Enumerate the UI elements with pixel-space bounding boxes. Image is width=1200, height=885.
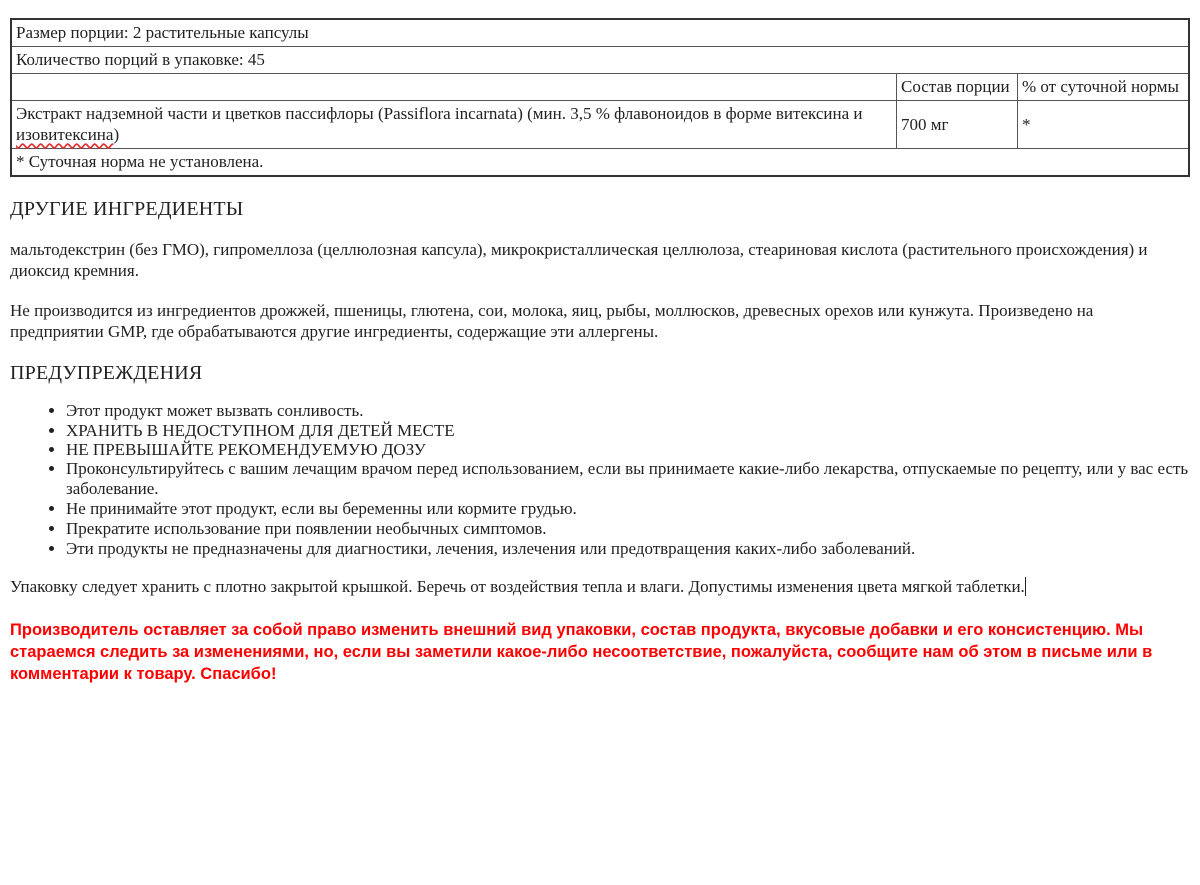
editor-content[interactable] xyxy=(10,18,1190,685)
ingredient-name-cell xyxy=(11,101,897,149)
table-row xyxy=(11,101,1189,149)
supplement-facts-table xyxy=(10,18,1190,177)
ingredient-name-text: Экстракт надземной части и цветков пассифлоры (Passiflora incarnata) (мин. 3,5 % флавоноидов в форме витексина и xyxy=(16,104,863,123)
spellcheck-flagged-word[interactable]: изовитексина xyxy=(16,125,114,144)
servings-per-container-cell: Количество порций в упаковке: 45 xyxy=(11,47,1189,74)
storage-note-text: Упаковку следует хранить с плотно закрытой крышкой. Беречь от воздействия тепла и влаги. Допустимы изменения цвета мягкой таблетки. xyxy=(10,577,1025,596)
ingredient-name-end: ) xyxy=(113,125,120,144)
ingredient-amount-cell: 700 мг xyxy=(897,101,1018,149)
header-daily-value-cell: % от суточной нормы xyxy=(1018,74,1190,101)
manufacturer-disclaimer: Производитель оставляет за собой право изменить внешний вид упаковки, состав продукта, вкусовые добавки и его консистенцию. Мы стараемся следить за изменениями, но, если вы заметили какое-либо несоответствие, пожалуйста, сообщите нам об этом в письме или в комментарии к товару. Спасибо! xyxy=(10,621,1153,683)
warnings-heading: ПРЕДУПРЕЖДЕНИЯ xyxy=(10,362,203,384)
list-item: • ХРАНИТЬ В НЕДОСТУПНОМ ДЛЯ ДЕТЕЙ МЕСТЕ xyxy=(66,421,1190,440)
table-header-row xyxy=(11,74,1189,101)
storage-note xyxy=(10,576,1190,597)
serving-size-row xyxy=(11,19,1189,47)
list-item: • Проконсультируйтесь с вашим лечащим врачом перед использованием, если вы принимаете какие-либо лекарства, отпускаемые по рецепту, или у вас есть заболевание. xyxy=(66,459,1190,499)
text-cursor xyxy=(1025,577,1026,596)
footnote-row xyxy=(11,149,1189,177)
list-item: • Не принимайте этот продукт, если вы беременны или кормите грудью. xyxy=(66,499,1190,519)
list-item: • Эти продукты не предназначены для диагностики, лечения, излечения или предотвращения каких-либо заболеваний. xyxy=(66,539,1190,559)
footnote-cell: * Суточная норма не установлена. xyxy=(11,149,1189,177)
allergen-note: Не производится из ингредиентов дрожжей, пшеницы, глютена, сои, молока, яиц, рыбы, моллюсков, древесных орехов или кунжута. Произведено на предприятии GMP, где обрабатываются другие ингредиенты, содержащие эти аллергены. xyxy=(10,301,1094,341)
list-item: • Этот продукт может вызвать сонливость. xyxy=(66,401,1190,421)
ingredient-daily-value-cell: * xyxy=(1018,101,1190,149)
header-amount-cell: Состав порции xyxy=(897,74,1018,101)
other-ingredients-text: мальтодекстрин (без ГМО), гипромеллоза (целлюлозная капсула), микрокристаллическая целлюлоза, стеариновая кислота (растительного происхождения) и диоксид кремния. xyxy=(10,240,1148,280)
serving-size-cell: Размер порции: 2 растительные капсулы xyxy=(11,19,1189,47)
servings-per-container-row xyxy=(11,47,1189,74)
list-item: • НЕ ПРЕВЫШАЙТЕ РЕКОМЕНДУЕМУЮ ДОЗУ xyxy=(66,440,1190,459)
header-empty-cell xyxy=(11,74,897,101)
list-item: • Прекратите использование при появлении необычных симптомов. xyxy=(66,519,1190,539)
other-ingredients-heading: ДРУГИЕ ИНГРЕДИЕНТЫ xyxy=(10,198,244,220)
warnings-list xyxy=(10,401,1190,559)
